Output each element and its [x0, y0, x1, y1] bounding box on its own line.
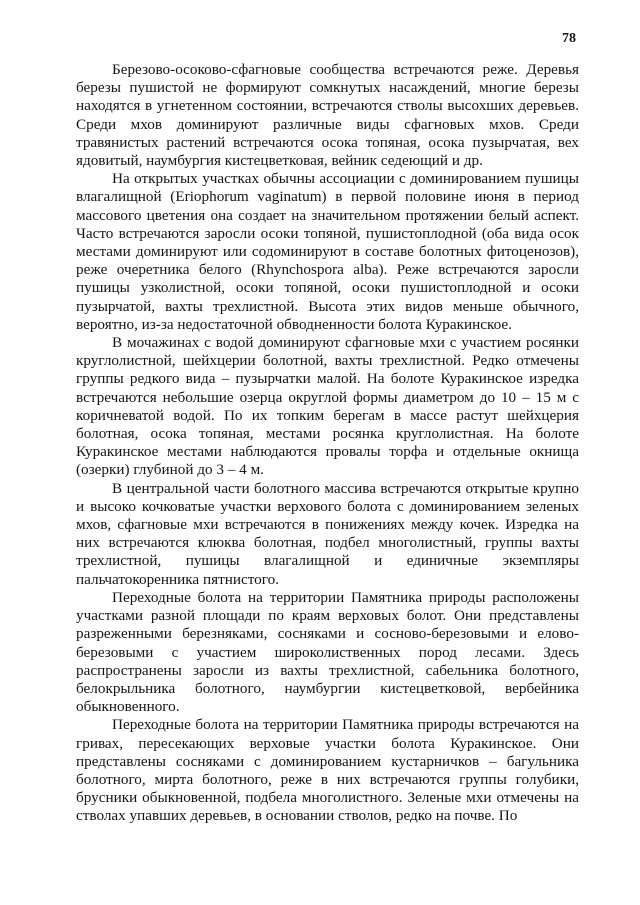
paragraph-central-bog-massif: В центральной части болотного массива встречаются открытые крупно и высоко кочковатые участки верхового болота с доминированием зеленых мхов, сфагновые мхи встречаются в понижениях между кочек. Изредка на них встречаются клюква болотная, подбел многолистный, группы вахты трехлистной, пушицы влагалищной и единичные экземпляры пальчатокоренника пятнистого.: [76, 479, 579, 588]
paragraph-hollows-with-water: В мочажинах с водой доминируют сфагновые мхи с участием росянки круглолистной, шейхцерии болотной, вахты трехлистной. Редко отмечены группы редкого вида – пузырчатки малой. На болоте Куракинское изредка встречаются небольшие озерца округлой формы диаметром до 10 – 15 м с коричневатой водой. По их топким берегам в массе растут шейхцерия болотная, осока топяная, местами росянка круглолистная. На болоте Куракинское местами наблюдаются провалы торфа и отдельные окнища (озерки) глубиной до 3 – 4 м.: [76, 334, 579, 479]
paragraph-transitional-bogs-edges: Переходные болота на территории Памятника природы расположены участками разной площади по краям верховых болот. Они представлены разреженными березняками, сосняками и сосново-березовыми и елово-березовыми с участием широколиственных пород лесами. Здесь распространены заросли из вахты трехлистной, сабельника болотного, белокрыльника болотного, наумбургии кистецветковой, вербейника обыкновенного.: [76, 588, 579, 716]
paragraph-open-areas-cottongrass: На открытых участках обычны ассоциации с доминированием пушицы влагалищной (Eriophorum vaginatum) в первой половине июня в период массового цветения она создает на значительном протяжении белый аспект. Часто встречаются заросли осоки топяной, пушистоплодной (оба вида осок местами доминируют или содоминируют в составе болотных фитоценозов), реже очеретника белого (Rhynchospora alba). Реже встречаются заросли пушицы узколистной, осоки топяной, осоки пушистоплодной и осоки пузырчатой, вахты трехлистной. Высота этих видов меньше обычного, вероятно, из-за недостаточной обводненности болота Куракинское.: [76, 170, 579, 333]
body-text: [76, 61, 579, 826]
paragraph-birch-sedge-sphagnum: Березово-осоково-сфагновые сообщества встречаются реже. Деревья березы пушистой не формируют сомкнутых насаждений, многие березы находятся в угнетенном состоянии, встречаются стволы высохших деревьев. Среди мхов доминируют различные виды сфагновых мхов. Среди травянистых растений встречаются осока топяная, осока пузырчатая, вех ядовитый, наумбургия кистецветковая, вейник седеющий и др.: [76, 61, 579, 170]
page-number: 78: [562, 31, 576, 46]
paragraph-transitional-bogs-ridges: Переходные болота на территории Памятника природы встречаются на гривах, пересекающих верховые участки болота Куракинское. Они представлены сосняками с доминированием кустарничков – багульника болотного, мирта болотного, реже в них встречаются группы голубики, брусники обыкновенной, подбела многолистного. Зеленые мхи отмечены на стволах упавших деревьев, в основании стволов, редко на почве. По: [76, 716, 579, 825]
